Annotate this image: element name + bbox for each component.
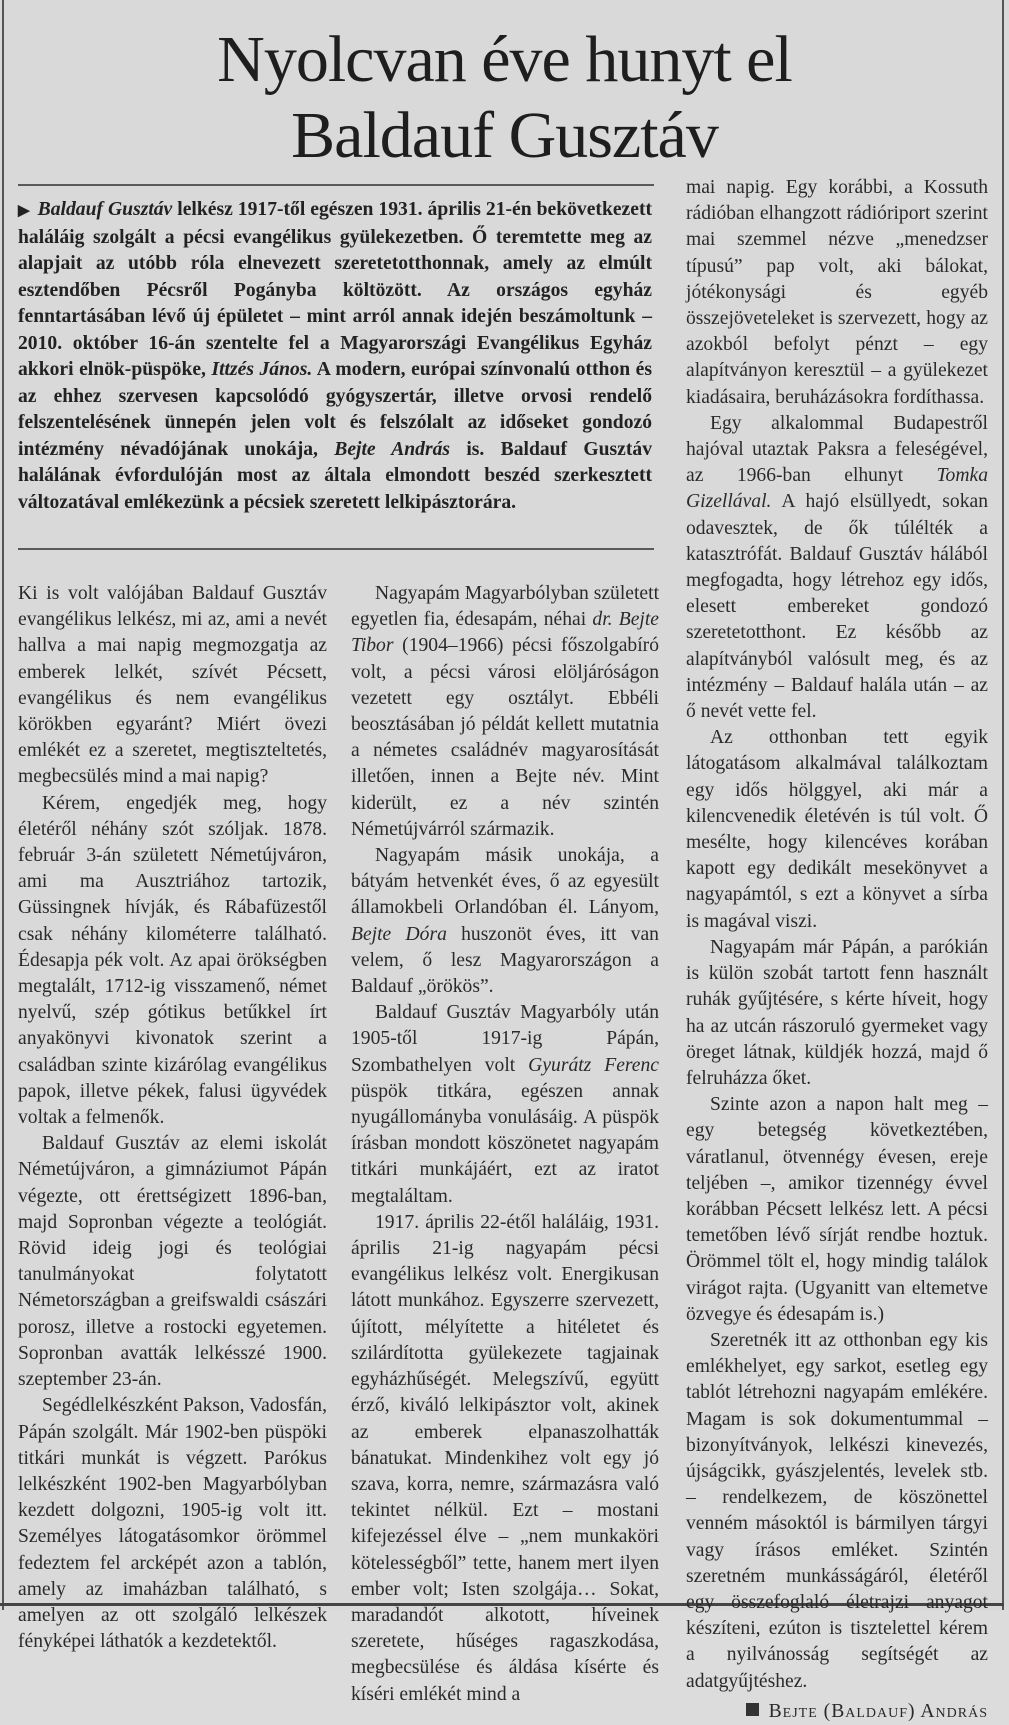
body-column-3 bbox=[686, 175, 988, 1725]
body-column-1 bbox=[18, 581, 327, 1655]
lead-name: Baldauf Gusztáv bbox=[37, 199, 173, 220]
lead-text-1: lelkész 1917-től egészen 1931. április 21-én bekövetkezett haláláig szolgált a pécsi evangélikus gyülekezetben. Ő teremtette meg az alapjait az utóbb róla elnevezett szeretetotthonnak, amely az elmúlt esztendőben Pécsről Pogányba költözött. Az országos egyház fenntartásában lévő új épületet – mint arról annak idején beszámoltunk – 2010. október 16-án szentelte fel a Magyarországi Evangélikus Egyház akkori elnök-püspöke, bbox=[18, 199, 652, 380]
lead-text-3: is. Baldauf Gusztáv halálának évfordulóján most az általa elmondott beszéd szerkesztett változatával emlékezünk a pécsiek szeretett lelkipásztorára. bbox=[18, 438, 652, 513]
lead-text-2: A modern, európai színvonalú otthon és az ehhez szervesen kapcsolódó gyógyszertár, illetve orvosi rendelő felszentelésének ünnepén jelen volt és felszólalt az időseket gondozó intézmény névadójának unokája, bbox=[18, 359, 653, 460]
paragraph: Segédlelkészként Pakson, Vadosfán, Pápán szolgált. Már 1902-ben püspöki titkári munkát is végzett. Parókus lelkészként 1902-ben Magyarbólyban kezdett dolgozni, 1905-ig volt itt. Személyes látogatásomkor örömmel fedeztem fel arcképét azon a tablón, amely az imaházban található, s amelyen az ott szolgáló lelkészek fényképei láthatók a kezdetektől. bbox=[18, 1395, 327, 1653]
headline-line-2: Baldauf Gusztáv bbox=[291, 99, 718, 172]
article-lead bbox=[18, 197, 652, 516]
body-column-2 bbox=[351, 581, 659, 1708]
author-name: Bejte (Baldauf) András bbox=[768, 1700, 988, 1722]
paragraph bbox=[351, 843, 659, 1000]
text: püspök titkára, egészen annak nyugállományba vonulásáig. A püspök írásban mondott köszönetet nagyapám titkári munkájáért, ezt az iratot megtaláltam. bbox=[351, 1080, 659, 1207]
paragraph bbox=[351, 1000, 659, 1210]
paragraph: Ki is volt valójában Baldauf Gusztáv evangélikus lelkész, mi az, ami a nevét hallva a mai napig megmozgatja az emberek lelkét, szívét Pécsett, evangélikus és nem evangélikus körökben egyaránt? Miért övezi emlékét ez a szeretet, megtiszteltetés, megbecsülés mind a mai napig? bbox=[18, 583, 327, 788]
lead-bottom-rule bbox=[18, 548, 654, 550]
person-name: Bejte Dóra bbox=[351, 923, 447, 945]
text: Nagyapám másik unokája, a bátyám hetvenkét éves, ő az egyesült államokbeli Orlandóban él. Lányom, bbox=[351, 845, 659, 919]
triangle-right-icon: ▶ bbox=[18, 203, 30, 219]
paragraph: 1917. április 22-étől haláláig, 1931. április 21-ig nagyapám pécsi evangélikus lelkész volt. Energikusan látott munkához. Egyszerre szervezett, újított, mélyítette a hitéletet és szilárdította gyülekezete tagjainak egyházhűségét. Melegszívű, együtt érző, kiváló lelkipásztor volt, akinek az emberek elpanaszolhatták bánatukat. Mindenkihez volt egy jó szava, korra, nemre, származásra való tekintet nélkül. Ezt – mostani kifejezéssel élve – „nem munkaköri kötelességből” tette, hanem mert ilyen ember volt; Isten szolgája… Sokat, maradandót alkotott, híveinek szeretete, hűséges ragaszkodása, megbecsülése és áldása kísérte és kíséri emlékét mind a bbox=[351, 1211, 659, 1705]
paragraph bbox=[686, 411, 988, 725]
person-name: dr. Bejte Tibor bbox=[351, 609, 660, 657]
paragraph: Szinte azon a napon halt meg – egy betegség következtében, váratlanul, ötvennégy évesen, ereje teljében –, amikor tizennégy évvel korábban Pécsett lelkész lett. A pécsi temetőben lévő sírját rendbe hoztuk. Örömmel tölt el, hogy mindig találok virágot rajta. (Ugyanitt van eltemetve özvegye és édesapám is.) bbox=[686, 1094, 988, 1325]
person-name: Tomka Gizellával. bbox=[686, 465, 988, 513]
author-signature bbox=[686, 1699, 988, 1725]
text: huszonöt éves, itt van velem, ő lesz Magyarországon a Baldauf „örökös”. bbox=[351, 923, 659, 998]
lead-top-rule bbox=[18, 184, 654, 186]
paragraph bbox=[351, 581, 659, 843]
page-border-left bbox=[2, 0, 4, 1610]
article-headline bbox=[0, 22, 1009, 174]
text: Nagyapám Magyarbólyban született egyetlen fia, édesapám, néhai bbox=[351, 583, 660, 631]
lead-bishop: Ittzés János. bbox=[211, 359, 313, 380]
paragraph: Nagyapám már Pápán, a parókián is külön szobát tartott fenn használt ruhák gyűjtésére, s kérte híveit, hogy ha az utcán rászoruló gyermeket vagy öreget látnak, küldjék hozzá, majd ő felruházza őket. bbox=[686, 936, 988, 1089]
text: Egy alkalommal Budapestről hajóval utaztak Paksra a feleségével, az 1966-ban elhunyt bbox=[686, 412, 988, 487]
text: (1904–1966) pécsi főszolgabíró volt, a pécsi városi elöljáróságon vezetett egy osztályt. Ebbéli beosztásában jó példát kellett mutatnia a németes családnév magyarosítását illetően, innen a Bejte név. Mint kiderült, ez a név szintén Németújvárról származik. bbox=[351, 635, 659, 840]
paragraph: Kérem, engedjék meg, hogy életéről néhány szót szóljak. 1878. február 3-án született Németújváron, ami ma Ausztriához tartozik, Güssingnek hívják, és Rábafüzestől csak néhány kilométerre található. Édesapja pék volt. Az apai örökségben megtalált, 1712-ig visszamenő, német nyelvű, szép gótikus betűkkel írt anyakönyvi kivonatok szerint a családban szinte kizárólag evangélikus papok, illetve pékek, falusi ügyvédek voltak a felmenők. bbox=[18, 792, 327, 1129]
text: Baldauf Gusztáv Magyarbóly után 1905-től 1917-ig Pápán, Szombathelyen volt bbox=[351, 1002, 659, 1076]
paragraph: Az otthonban tett egyik látogatásom alkalmával találkoztam egy idős hölggyel, aki már a kilencvenedik életévén is túl volt. Ő mesélte, hogy kilencéves korában kapott egy dedikált mesekönyvet a nagyapámtól, s ezt a könyvet a sírba is magával viszi. bbox=[686, 727, 988, 932]
headline-line-1: Nyolcvan éve hunyt el bbox=[217, 23, 792, 96]
lead-grandson: Bejte András bbox=[334, 438, 451, 460]
paragraph: Baldauf Gusztáv az elemi iskolát Németújváron, a gimnáziumot Pápán végezte, ott érettségizett 1896-ban, majd Sopronban végezte a teológiát. Rövid ideig jogi és teológiai tanulmányokat folytatott Németországban a greifswaldi császári porosz, illetve a rostocki egyetemen. Sopronban avatták lelkésszé 1900. szeptember 23-án. bbox=[18, 1133, 327, 1391]
paragraph: mai napig. Egy korábbi, a Kossuth rádióban elhangzott rádióriport szerint mai szemmel nézve „menedzser típusú” pap volt, aki bálokat, jótékonysági és egyéb összejöveteleket is szervezett, hogy az azokból befolyt pénzt – egy alapítványon keresztül – a gyülekezet kiadásaira, beruházásokra fordíthassa. bbox=[686, 177, 988, 408]
text: A hajó elsüllyedt, sokan odavesztek, de ők túlélték a katasztrófát. Baldauf Gusztáv hálából megfogadta, hogy létrehoz egy idős, elesett embereket gondozó szeretetotthont. Ez később az alapítványból valósult meg, és az intézmény – Baldauf halála után – az ő nevét vette fel. bbox=[686, 491, 988, 723]
paragraph: Szeretnék itt az otthonban egy kis emlékhelyet, egy sarkot, esetleg egy tablót létrehozni nagyapám emlékére. Magam is sok dokumentummal – bizonyítványok, lelkészi kinevezés, újságcikk, gyászjelentés, levelek stb. – rendelkezem, de köszönettel venném másoktól is bármilyen tárgyi vagy írásos emléket. Szintén szeretném munkásságáról, életéről egy összefoglaló életrajzi anyagot készíteni, ezúton is tisztelettel kérem a nyilvánosság segítségét az adatgyűjtéshez. bbox=[686, 1329, 988, 1692]
page-border-right bbox=[1002, 0, 1004, 1610]
black-square-icon bbox=[746, 1703, 759, 1716]
person-name: Gyurátz Ferenc bbox=[528, 1054, 659, 1076]
